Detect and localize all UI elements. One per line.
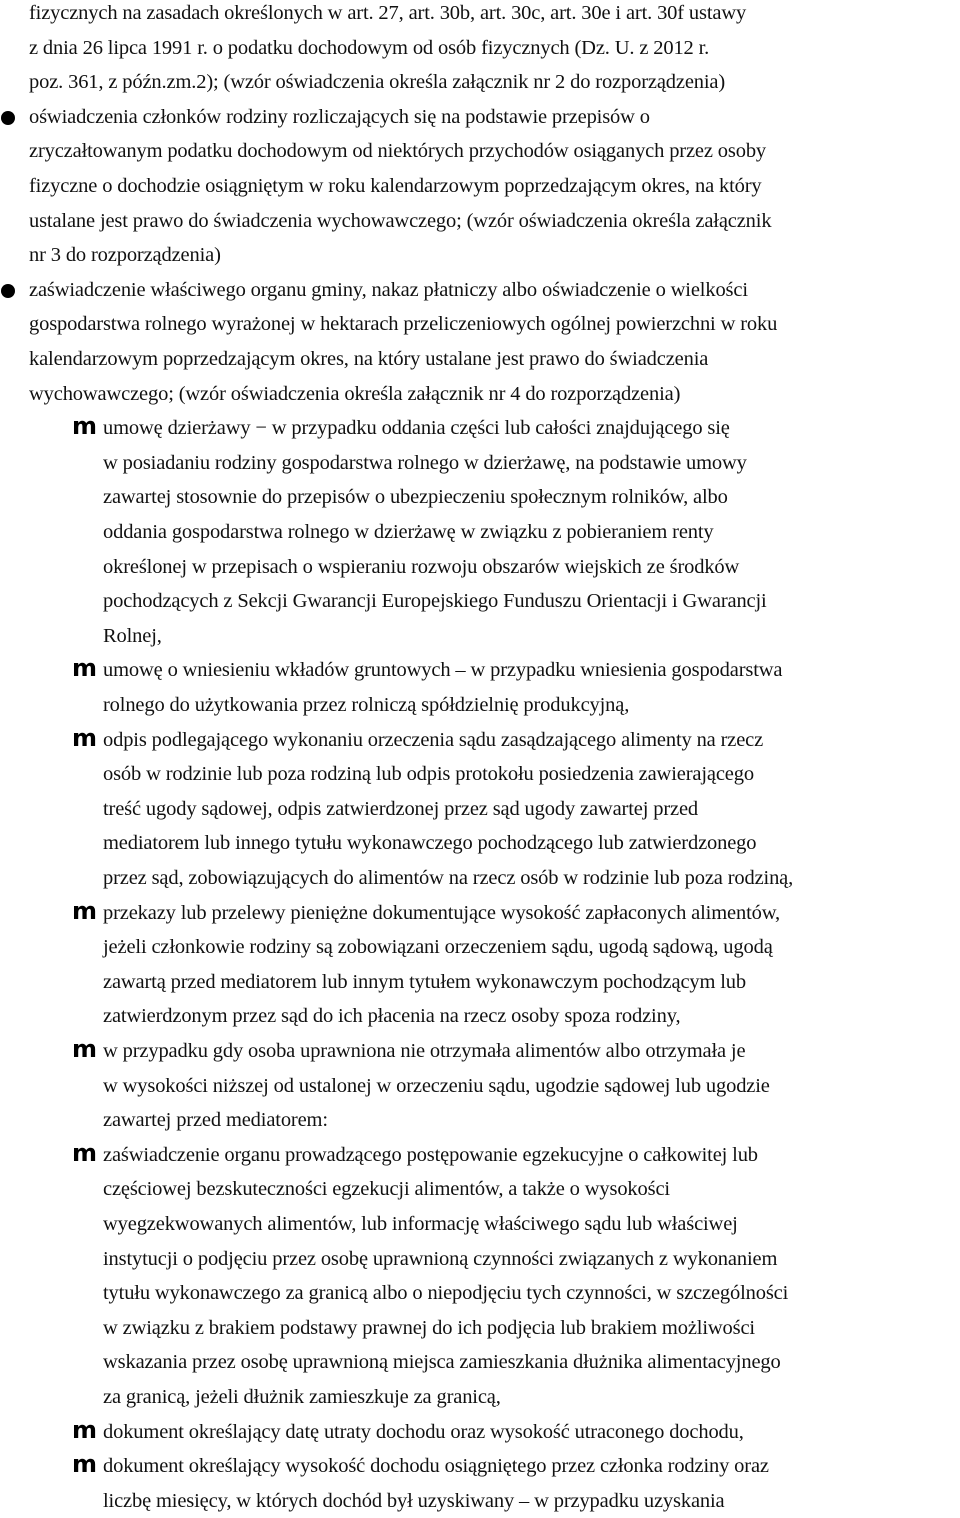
sub-bullet-text-line: w posiadaniu rodziny gospodarstwa rolnego w dzierżawę, na podstawie umowy <box>103 451 747 474</box>
sub-bullet-text-line: dokument określający datę utraty dochodu oraz wysokość utraconego dochodu, <box>103 1420 744 1443</box>
wingdings-m-bullet-icon: m <box>72 1035 98 1063</box>
intro-text-line: poz. 361, z późn.zm.2); (wzór oświadczenia określa załącznik nr 2 do rozporządzenia) <box>29 71 726 94</box>
sub-bullet-text-line: w przypadku gdy osoba uprawniona nie otrzymała alimentów albo otrzymała je <box>103 1040 746 1062</box>
sub-bullet-text-line: Rolnej, <box>103 624 162 647</box>
wingdings-m-bullet-icon: m <box>72 1138 98 1167</box>
bullet-text-line: wychowawczego; (wzór oświadczenia określa załącznik nr 4 do rozporządzenia) <box>29 382 681 405</box>
sub-bullet-text-line: treść ugody sądowej, odpis zatwierdzonej przez sąd ugody zawartej przed <box>103 797 699 820</box>
bullet-text-line: zaświadczenie właściwego organu gminy, nakaz płatniczy albo oświadczenie o wielkości <box>29 278 748 301</box>
bullet-text-line: gospodarstwa rolnego wyrażonej w hektarach przeliczeniowych ogólnej powierzchni w roku <box>29 313 778 336</box>
sub-bullet-text-line: wskazania przez osobę uprawnioną miejsca zamieszkania dłużnika alimentacyjnego <box>103 1351 781 1374</box>
wingdings-m-bullet-icon: m <box>72 1450 98 1479</box>
sub-bullet-text-line: jeżeli członkowie rodziny są zobowiązani orzeczeniem sądu, ugodą sądową, ugodą <box>103 936 773 959</box>
black-dot-icon <box>1 111 15 125</box>
sub-bullet-text-line: dokument określający wysokość dochodu osiągniętego przez członka rodziny oraz <box>103 1455 769 1478</box>
sub-bullet-text-line: oddania gospodarstwa rolnego w dzierżawę w związku z pobieraniem renty <box>103 521 714 543</box>
sub-bullet-text-line: liczbę miesięcy, w których dochód był uzyskiwany – w przypadku uzyskania <box>103 1489 725 1512</box>
intro-text-line: fizycznych na zasadach określonych w art. 27, art. 30b, art. 30c, art. 30e i art. 30f ustawy <box>29 2 747 24</box>
black-dot-icon <box>1 284 15 298</box>
sub-bullet-text-line: osób w rodzinie lub poza rodziną lub odpis protokołu posiedzenia zawierającego <box>103 763 754 786</box>
sub-bullet-text-line: rolnego do użytkowania przez rolniczą spółdzielnię produkcyjną, <box>103 694 630 716</box>
bullet-text-line: nr 3 do rozporządzenia) <box>29 244 221 267</box>
sub-bullet-text-line: tytułu wykonawczego za granicą albo o niepodjęciu tych czynności, w szczególności <box>103 1282 789 1305</box>
wingdings-m-bullet-icon: m <box>72 654 98 683</box>
wingdings-m-bullet-icon: m <box>72 1415 98 1444</box>
sub-bullet-text-line: w związku z brakiem podstawy prawnej do ich podjęcia lub brakiem możliwości <box>103 1316 755 1339</box>
sub-bullet-text-line: zawartą przed mediatorem lub innym tytułem wykonawczym pochodzącym lub <box>103 970 747 993</box>
sub-bullet-text-line: zawartej stosownie do przepisów o ubezpieczeniu społecznym rolników, albo <box>103 486 728 509</box>
sub-bullet-text-line: zaświadczenie organu prowadzącego postępowanie egzekucyjne o całkowitej lub <box>103 1143 758 1166</box>
wingdings-m-bullet-icon: m <box>72 723 98 752</box>
sub-bullet-text-line: mediatorem lub innego tytułu wykonawczego pochodzącego lub zatwierdzonego <box>103 832 757 855</box>
sub-bullet-text-line: przekazy lub przelewy pieniężne dokumentujące wysokość zapłaconych alimentów, <box>103 901 781 924</box>
intro-text-line: z dnia 26 lipca 1991 r. o podatku dochodowym od osób fizycznych (Dz. U. z 2012 r. <box>29 36 710 59</box>
wingdings-m-bullet-icon: m <box>72 896 98 925</box>
bullet-text-line: kalendarzowym poprzedzającym okres, na który ustalane jest prawo do świadczenia <box>29 348 709 370</box>
sub-bullet-text-line: częściowej bezskuteczności egzekucji alimentów, a także o wysokości <box>103 1178 670 1201</box>
sub-bullet-text-line: przez sąd, zobowiązujących do alimentów na rzecz osób w rodzinie lub poza rodziną, <box>103 867 794 889</box>
sub-bullet-text-line: zatwierdzonym przez sąd do ich płacenia na rzecz osoby spoza rodziny, <box>103 1005 681 1028</box>
sub-bullet-text-line: odpis podlegającego wykonaniu orzeczenia sądu zasądzającego alimenty na rzecz <box>103 728 764 751</box>
bullet-text-line: oświadczenia członków rodziny rozliczających się na podstawie przepisów o <box>29 105 650 128</box>
sub-bullet-text-line: określonej w przepisach o wspieraniu rozwoju obszarów wiejskich ze środków <box>103 555 740 578</box>
sub-bullet-text-line: umowę dzierżawy − w przypadku oddania części lub całości znajdującego się <box>103 417 730 440</box>
bullet-text-line: ustalane jest prawo do świadczenia wychowawczego; (wzór oświadczenia określa załącznik <box>29 209 772 232</box>
bullet-text-line: fizyczne o dochodzie osiągniętym w roku kalendarzowym poprzedzającym okres, na który <box>29 175 762 197</box>
sub-bullet-text-line: pochodzących z Sekcji Gwarancji Europejskiego Funduszu Orientacji i Gwarancji <box>103 590 767 613</box>
sub-bullet-text-line: wyegzekwowanych alimentów, lub informację właściwego sądu lub właściwej <box>103 1213 738 1235</box>
sub-bullet-text-line: instytucji o podjęciu przez osobę uprawnioną czynności związanych z wykonaniem <box>103 1247 778 1270</box>
sub-bullet-text-line: w wysokości niższej od ustalonej w orzeczeniu sądu, ugodzie sądowej lub ugodzie <box>103 1074 770 1097</box>
sub-bullet-text-line: zawartej przed mediatorem: <box>103 1109 328 1132</box>
sub-bullet-text-line: za granicą, jeżeli dłużnik zamieszkuje za granicą, <box>103 1386 501 1408</box>
wingdings-m-bullet-icon: m <box>72 412 98 441</box>
sub-bullet-text-line: umowę o wniesieniu wkładów gruntowych – w przypadku wniesienia gospodarstwa <box>103 659 783 682</box>
bullet-text-line: zryczałtowanym podatku dochodowym od niektórych przychodów osiąganych przez osoby <box>29 140 767 163</box>
